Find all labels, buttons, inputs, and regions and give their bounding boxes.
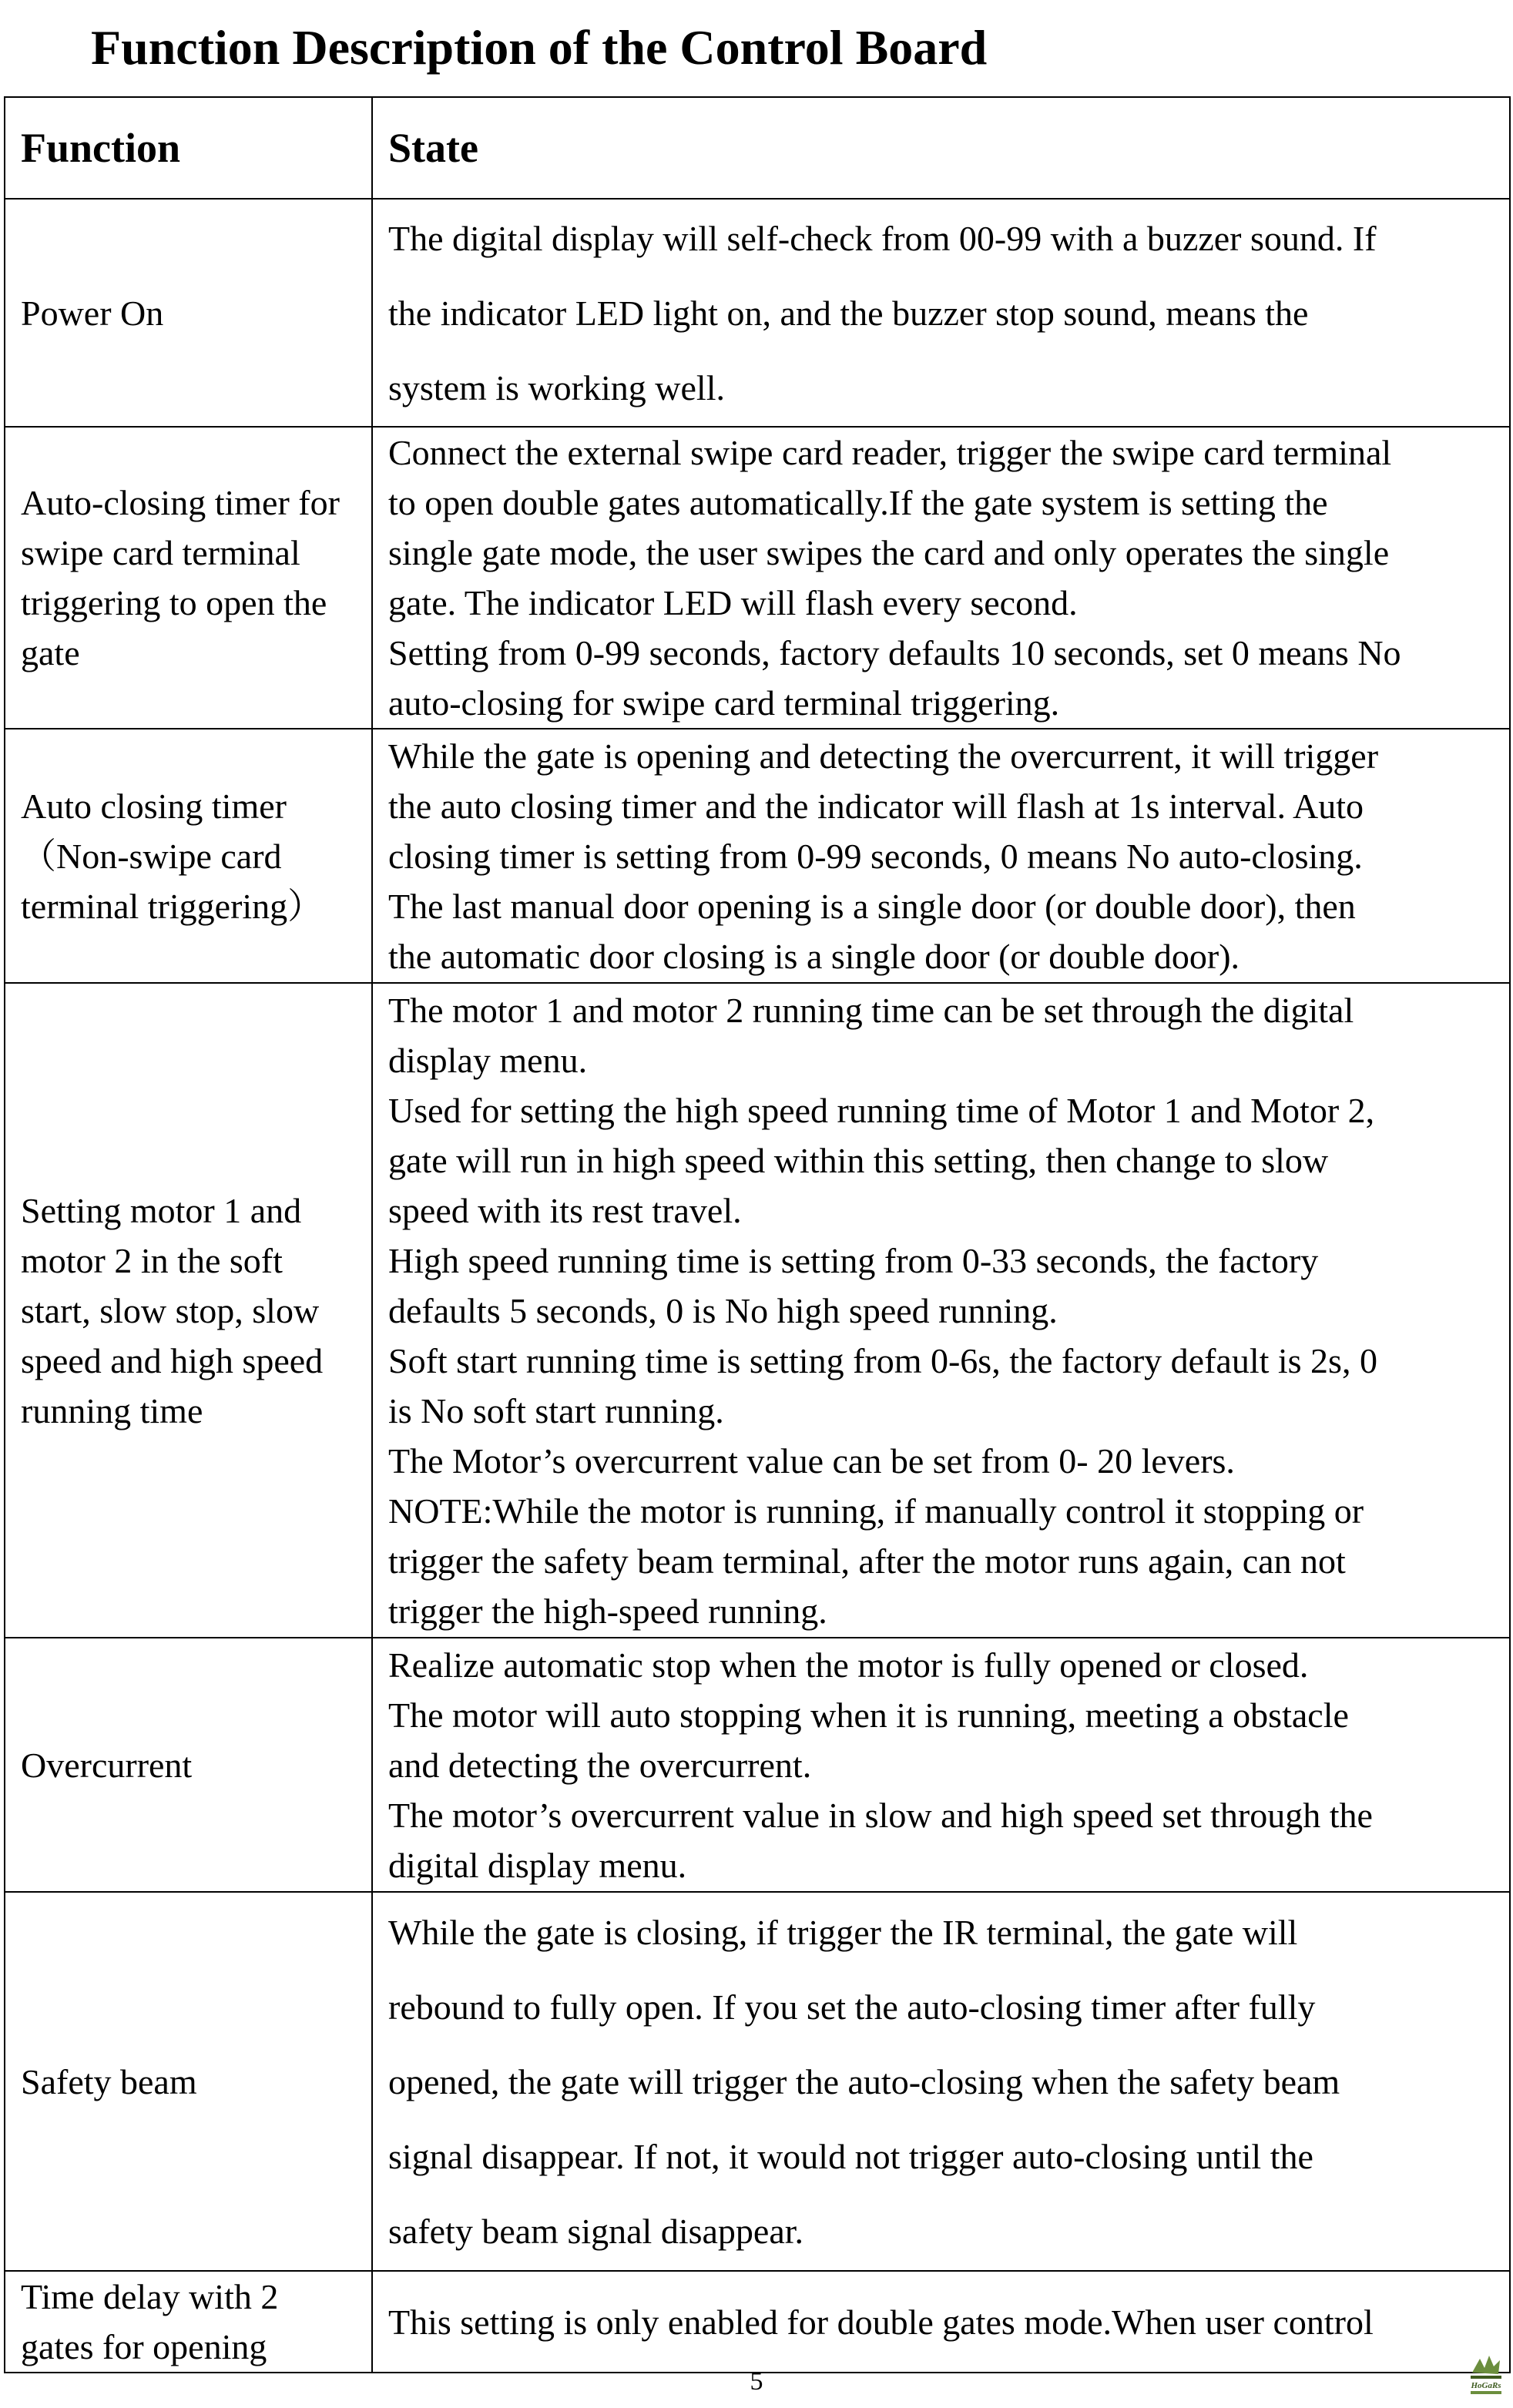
table-row <box>5 983 1510 1638</box>
state-cell <box>372 1638 1510 1892</box>
state-line: This setting is only enabled for double gates mode.When user control <box>388 2302 1374 2342</box>
header-state: State <box>372 97 1510 199</box>
state-line: While the gate is closing, if trigger the IR terminal, the gate will <box>388 1912 1298 1952</box>
state-line: The digital display will self-check from 00-99 with a buzzer sound. If <box>388 218 1377 258</box>
state-cell <box>372 199 1510 427</box>
state-cell <box>372 427 1510 729</box>
state-line: safety beam signal disappear. <box>388 2211 804 2251</box>
state-line: is No soft start running. <box>388 1390 724 1430</box>
page-number: 5 <box>750 2367 763 2396</box>
state-line: The Motor’s overcurrent value can be set from 0- 20 levers. <box>388 1440 1235 1481</box>
state-line: High speed running time is setting from 0-33 seconds, the factory <box>388 1240 1319 1280</box>
header-function: Function <box>5 97 372 199</box>
logo-text: HoGaRs <box>1471 2381 1501 2390</box>
state-line: gate. The indicator LED will flash every second. <box>388 583 1078 622</box>
state-line: opened, the gate will trigger the auto-closing when the safety beam <box>388 2061 1340 2101</box>
state-line: Connect the external swipe card reader, trigger the swipe card terminal <box>388 433 1392 472</box>
function-cell: Safety beam <box>5 1892 372 2271</box>
state-line: digital display menu. <box>388 1845 687 1885</box>
table-row <box>5 2271 1510 2373</box>
state-line: The last manual door opening is a single door (or double door), then <box>388 886 1356 926</box>
state-line: speed with its rest travel. <box>388 1190 742 1230</box>
state-line: display menu. <box>388 1040 588 1080</box>
table-row <box>5 427 1510 729</box>
state-line: and detecting the overcurrent. <box>388 1745 812 1785</box>
state-line: Soft start running time is setting from 0-6s, the factory default is 2s, 0 <box>388 1340 1377 1380</box>
state-line: system is working well. <box>388 367 725 407</box>
table-header-row <box>5 97 1510 199</box>
function-cell: Power On <box>5 199 372 427</box>
function-table <box>4 96 1511 2373</box>
state-line: the indicator LED light on, and the buzzer stop sound, means the <box>388 293 1309 333</box>
table-row <box>5 199 1510 427</box>
function-cell: Auto-closing timer for swipe card terminal triggering to open the gate <box>5 427 372 729</box>
state-line: trigger the high-speed running. <box>388 1591 827 1631</box>
state-cell <box>372 983 1510 1638</box>
table-row <box>5 1892 1510 2271</box>
page-title: Function Description of the Control Board <box>91 20 988 75</box>
brand-logo-icon <box>1468 2351 1505 2397</box>
table-row <box>5 729 1510 983</box>
state-line: signal disappear. If not, it would not trigger auto-closing until the <box>388 2136 1313 2176</box>
state-line: The motor’s overcurrent value in slow and high speed set through the <box>388 1795 1373 1835</box>
state-line: gate will run in high speed within this setting, then change to slow <box>388 1140 1329 1180</box>
state-line: auto-closing for swipe card terminal triggering. <box>388 683 1060 723</box>
state-line: trigger the safety beam terminal, after the motor runs again, can not <box>388 1541 1346 1581</box>
function-cell: Time delay with 2 gates for opening <box>5 2271 372 2373</box>
state-line: Realize automatic stop when the motor is fully opened or closed. <box>388 1645 1309 1685</box>
state-line: the automatic door closing is a single door (or double door). <box>388 936 1240 976</box>
state-line: rebound to fully open. If you set the auto-closing timer after fully <box>388 1987 1316 2027</box>
state-line: NOTE:While the motor is running, if manually control it stopping or <box>388 1491 1364 1531</box>
function-cell: Setting motor 1 and motor 2 in the soft start, slow stop, slow speed and high speed running time <box>5 983 372 1638</box>
state-line: The motor will auto stopping when it is running, meeting a obstacle <box>388 1695 1349 1735</box>
state-line: to open double gates automatically.If the gate system is setting the <box>388 483 1328 522</box>
state-line: While the gate is opening and detecting the overcurrent, it will trigger <box>388 736 1379 776</box>
state-line: the auto closing timer and the indicator will flash at 1s interval. Auto <box>388 786 1364 826</box>
state-cell <box>372 1892 1510 2271</box>
state-line: The motor 1 and motor 2 running time can be set through the digital <box>388 990 1354 1030</box>
state-line: single gate mode, the user swipes the card and only operates the single <box>388 533 1390 572</box>
state-line: Setting from 0-99 seconds, factory defaults 10 seconds, set 0 means No <box>388 633 1401 672</box>
function-cell: Auto closing timer （Non-swipe card terminal triggering） <box>5 729 372 983</box>
state-line: defaults 5 seconds, 0 is No high speed running. <box>388 1290 1058 1330</box>
state-cell <box>372 2271 1510 2373</box>
table-row <box>5 1638 1510 1892</box>
state-line: Used for setting the high speed running time of Motor 1 and Motor 2, <box>388 1090 1375 1130</box>
state-line: closing timer is setting from 0-99 seconds, 0 means No auto-closing. <box>388 836 1363 876</box>
state-cell <box>372 729 1510 983</box>
function-cell: Overcurrent <box>5 1638 372 1892</box>
